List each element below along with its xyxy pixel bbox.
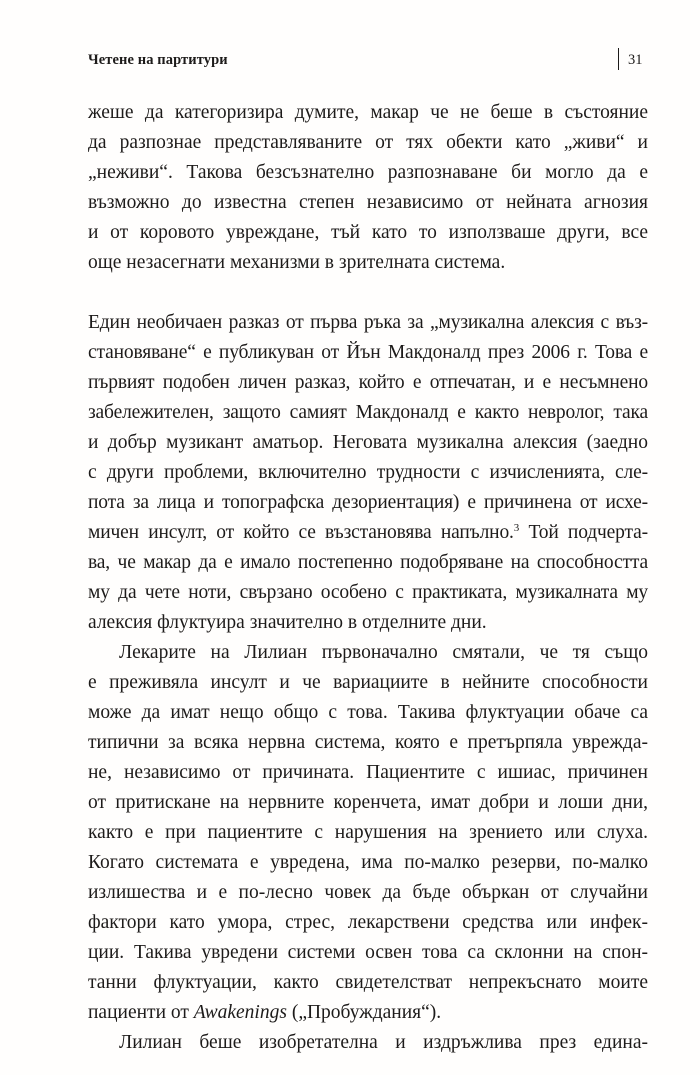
text-line: „неживи“. Такова безсъзнателно разпознаване би могло да е	[88, 162, 648, 183]
running-header	[88, 48, 648, 74]
chapter-title: Четене на партитури	[88, 52, 228, 68]
italic-book-title: Awakenings	[193, 1002, 287, 1023]
text-line: типични за всяка нервна система, която е претърпяла увреждa-	[88, 732, 648, 753]
text-line: и от коровото увреждане, тъй като то използваше други, все	[88, 222, 648, 243]
text-line: и добър музикант аматьор. Неговата музикална алексия (заедно	[88, 432, 648, 453]
text-line: още незасегнати механизми в зрителната система.	[88, 252, 506, 273]
text-line: е преживяла инсулт и че вариациите в нейните способности	[88, 672, 648, 693]
page-number: 31	[628, 52, 643, 68]
text-line: Когато системата е увредена, има по-малко резерви, по-малко	[88, 852, 648, 873]
text-run: („Пробуждания“).	[286, 1002, 442, 1023]
text-line: алексия флуктуира значително в отделните дни.	[88, 612, 487, 633]
text-line: жеше да категоризира думите, макар че не беше в състояние	[88, 102, 648, 123]
text-run: мичен инсулт, от който се възстановява напълно.	[88, 522, 514, 543]
text-line: ции. Такива увредени системи освен това са склонни на спон-	[88, 942, 648, 963]
text-line: танни флуктуации, както свидетелстват непрекъснато моите	[88, 972, 648, 993]
text-line: излишества и е по-лесно човек да бъде объркан от случайни	[88, 882, 648, 903]
text-line: от притискане на нервните коренчета, имат добри и лоши дни,	[88, 792, 648, 813]
text-line: фактори като умора, стрес, лекарствени средства или инфек-	[88, 912, 648, 933]
text-line	[88, 999, 648, 1027]
text-line: Един необичаен разказ от първа ръка за „музикална алексия с въз-	[88, 312, 648, 333]
text-line: да разпознае представляваните от тях обекти като „живи“ и	[88, 132, 648, 153]
text-line: забележителен, защото самият Макдоналд е както невролог, така	[88, 402, 648, 423]
text-line: ва, че макар да е имало постепенно подобряване на способността	[88, 552, 648, 573]
text-run: пациенти от	[88, 1002, 194, 1023]
header-divider	[618, 48, 619, 70]
text-line: пота за лица и топографска дезориентация) е причинена от исхе-	[88, 492, 648, 513]
text-line: възможно до известна степен независимо от нейната агнозия	[88, 192, 648, 213]
text-line: Лекарите на Лилиан първоначално смятали, че тя също	[119, 642, 648, 663]
text-line: с други проблеми, включително трудности с изчисленията, сле-	[88, 462, 648, 483]
text-line: първият подобен личен разказ, който е отпечатан, и е несъмнено	[88, 372, 648, 393]
text-line: му да чете ноти, свързано особено с практиката, музикалната му	[88, 582, 648, 603]
text-line: Лилиан беше изобретателна и издръжлива през едина-	[119, 1032, 648, 1053]
text-line: становяване“ е публикуван от Йън Макдоналд през 2006 г. Това е	[88, 342, 648, 363]
text-line: може да имат нещо общо с това. Такива флуктуации обаче са	[88, 702, 648, 723]
text-line: както е при пациентите с нарушения на зрението или слуха.	[88, 822, 648, 843]
text-line: не, независимо от причината. Пациентите с ишиас, причинен	[88, 762, 648, 783]
text-run: Той подчерта-	[519, 522, 648, 543]
footnote-marker: 3	[513, 522, 520, 534]
text-line	[88, 519, 648, 547]
